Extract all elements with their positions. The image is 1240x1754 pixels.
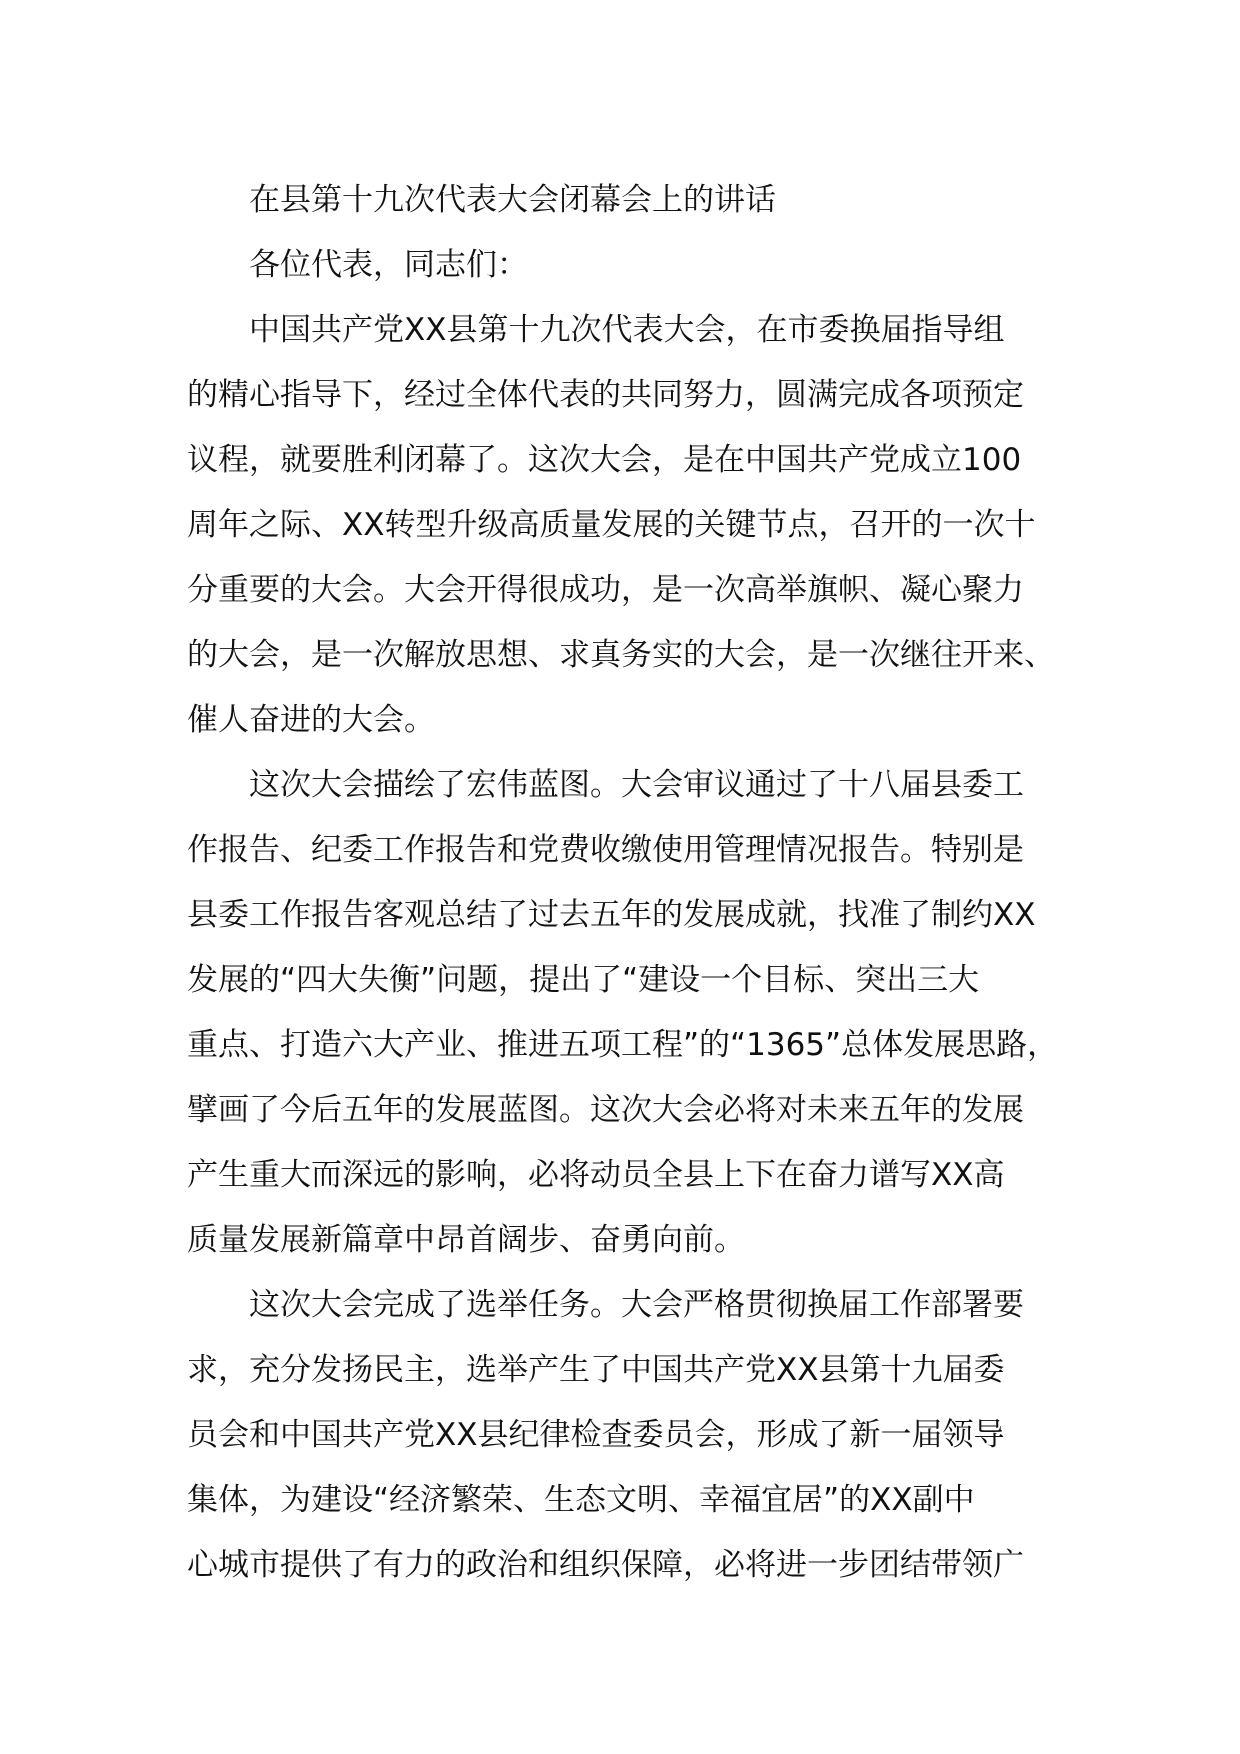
- paragraph-1-line: 催人奋进的大会。: [187, 702, 435, 738]
- paragraph-1-line: 议程，就要胜利闭幕了。这次大会，是在中国共产党成立100: [187, 442, 1022, 478]
- paragraph-2-line: 产生重大而深远的影响，必将动员全县上下在奋力谱写XX高: [187, 1157, 1005, 1193]
- paragraph-3-line: 求，充分发扬民主，选举产生了中国共产党XX县第十九届委: [187, 1352, 1005, 1388]
- paragraph-1-line: 的精心指导下，经过全体代表的共同努力，圆满完成各项预定: [187, 377, 1024, 413]
- document-body: [187, 168, 1087, 1598]
- paragraph-3-line: 心城市提供了有力的政治和组织保障，必将进一步团结带领广: [187, 1547, 1024, 1583]
- paragraph-3-line: 集体，为建设“经济繁荣、生态文明、幸福宜居”的XX副中: [187, 1482, 975, 1518]
- paragraph-2-line: 作报告、纪委工作报告和党费收缴使用管理情况报告。特别是: [187, 832, 1024, 868]
- paragraph-3-line: 员会和中国共产党XX县纪律检查委员会，形成了新一届领导: [187, 1417, 1005, 1453]
- document-title: 在县第十九次代表大会闭幕会上的讲话: [249, 182, 776, 218]
- paragraph-2-line: 县委工作报告客观总结了过去五年的发展成就，找准了制约XX: [187, 897, 1036, 933]
- paragraph-1-line: 的大会，是一次解放思想、求真务实的大会，是一次继往开来、: [187, 637, 1055, 673]
- paragraph-2-line: 发展的“四大失衡”问题，提出了“建设一个目标、突出三大: [187, 962, 980, 998]
- paragraph-2-line: 擘画了今后五年的发展蓝图。这次大会必将对未来五年的发展: [187, 1092, 1024, 1128]
- paragraph-2-line: 这次大会描绘了宏伟蓝图。大会审议通过了十八届县委工: [249, 767, 1024, 803]
- paragraph-1-line: 周年之际、XX转型升级高质量发展的关键节点，召开的一次十: [187, 507, 1036, 543]
- paragraph-2-line: 质量发展新篇章中昂首阔步、奋勇向前。: [187, 1222, 745, 1258]
- paragraph-1-line: 中国共产党XX县第十九次代表大会，在市委换届指导组: [249, 312, 1005, 348]
- paragraph-1-line: 分重要的大会。大会开得很成功，是一次高举旗帜、凝心聚力: [187, 572, 1024, 608]
- paragraph-3-line: 这次大会完成了选举任务。大会严格贯彻换届工作部署要: [249, 1287, 1024, 1323]
- salutation: 各位代表，同志们：: [249, 247, 528, 283]
- paragraph-2-line: 重点、打造六大产业、推进五项工程”的“1365”总体发展思路，: [187, 1027, 1059, 1063]
